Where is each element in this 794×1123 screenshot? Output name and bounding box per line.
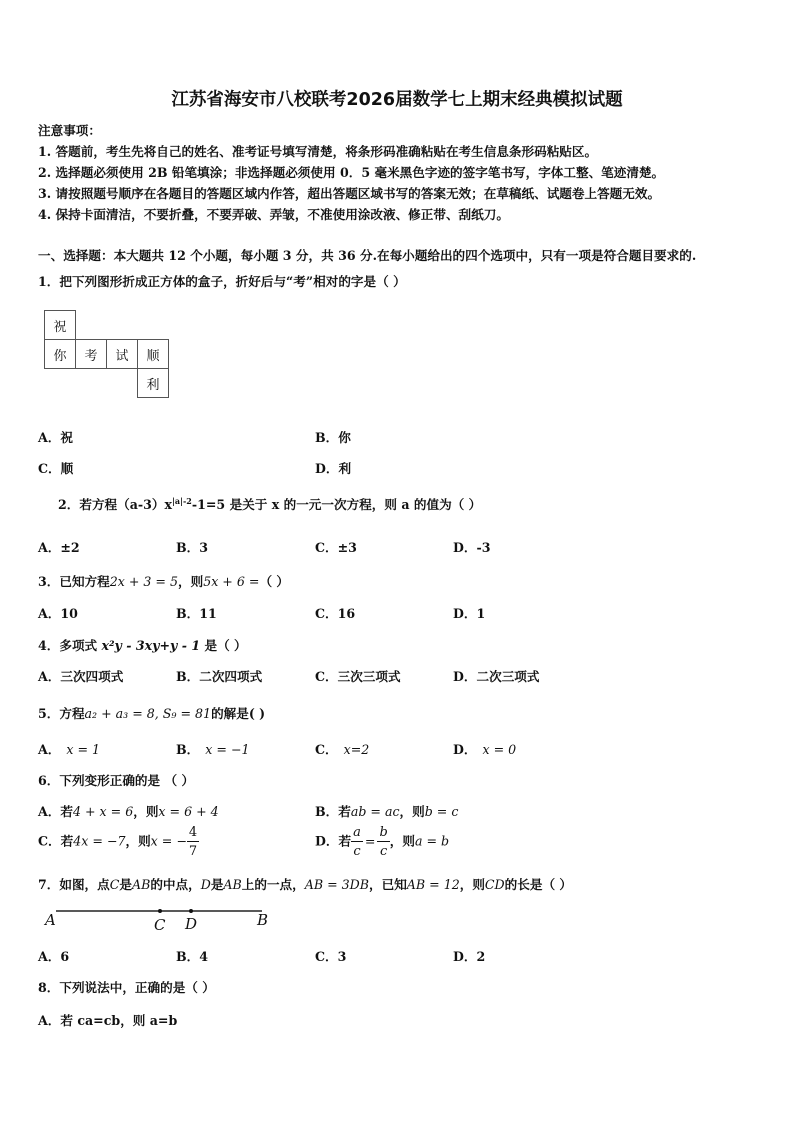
net-cell: 你 [45, 340, 76, 369]
option-a: A．若 ca=cb，则 a=b [38, 1013, 178, 1028]
page-title: 江苏省海安市八校联考2026届数学七上期末经典模拟试题 [171, 90, 623, 110]
question-5-stem: 5．方程a₂ + a₃ = 8, S₉ = 81的解是( ) [38, 706, 266, 721]
net-cell: 祝 [45, 311, 76, 340]
notice-heading: 注意事项： [38, 123, 101, 138]
option-b: B．二次四项式 [176, 669, 263, 684]
option-b: B．4 [176, 949, 209, 964]
option-b: B．若ab = ac，则b = c [315, 804, 459, 819]
option-d: D． x = 0 [453, 742, 517, 757]
option-d: D．2 [453, 949, 486, 964]
option-a: A．三次四项式 [38, 669, 124, 684]
net-cell: 顺 [138, 340, 169, 369]
option-c: C．三次三项式 [315, 669, 401, 684]
option-a: A．±2 [38, 540, 80, 555]
option-a: A．祝 [38, 430, 73, 445]
option-d: D．利 [315, 461, 352, 476]
question-2-stem: 2．若方程$(a-3)x^{|a|-2}-1=5$ 是关于 x 的一元一次方程，则 a 的值为（ ） [58, 495, 482, 512]
option-b: B．你 [315, 430, 351, 445]
label-a: A [45, 911, 56, 929]
option-c: C．±3 [315, 540, 357, 555]
label-c: C [154, 916, 166, 934]
option-c: C．顺 [38, 461, 74, 476]
option-c: C．若4x = −7，则x = − $\frac{4}{7}$ [38, 825, 198, 859]
cube-net-figure [44, 310, 169, 398]
notice-item: 4. 保持卡面清洁，不要折叠，不要弄破、弄皱，不准使用涂改液、修正带、刮纸刀。 [38, 207, 509, 222]
option-a: A． x = 1 [38, 742, 101, 757]
net-cell: 考 [76, 340, 107, 369]
label-d: D [185, 915, 198, 933]
notice-item: 3. 请按照题号顺序在各题目的答题区域内作答，超出答题区域书写的答案无效；在草稿纸、试题卷上答题无效。 [38, 186, 661, 201]
option-d: D．1 [453, 606, 486, 621]
question-4-stem: 4．多项式 x²y - 3xy+y - 1 是（ ） [38, 638, 247, 653]
notice-item: 2. 选择题必须使用 2B 铅笔填涂；非选择题必须使用 0．5 毫米黑色字迹的签字笔书写，字体工整、笔迹清楚。 [38, 165, 665, 180]
point-c [158, 909, 162, 913]
notice-item: 1. 答题前，考生先将自己的姓名、准考证号填写清楚，将条形码准确粘贴在考生信息条形码粘贴区。 [38, 144, 598, 159]
option-b: B． x = −1 [176, 742, 250, 757]
question-1-stem: 1．把下列图形折成正方体的盒子，折好后与“考”相对的字是（ ） [38, 274, 406, 289]
net-cell: 利 [138, 369, 169, 398]
label-b: B [257, 911, 269, 929]
option-b: B．11 [176, 606, 217, 621]
option-c: C．3 [315, 949, 347, 964]
option-d: D．若 $\frac{a}{c}$ = $\frac{b}{c}$ ，则a = b [315, 825, 450, 859]
question-8-stem: 8．下列说法中，正确的是（ ） [38, 980, 215, 995]
point-d [189, 909, 193, 913]
question-6-stem: 6．下列变形正确的是 （ ） [38, 773, 195, 788]
option-a: A．6 [38, 949, 70, 964]
question-7-stem: 7．如图，点C是AB的中点，D是AB上的一点，AB = 3DB，已知AB = 12，则CD的长是（ ） [38, 877, 573, 892]
question-3-stem: 3．已知方程2x + 3 = 5，则5x + 6 =（ ） [38, 574, 290, 589]
option-a: A．若4 + x = 6，则x = 6 + 4 [38, 804, 219, 819]
option-c: C．16 [315, 606, 356, 621]
option-d: D．二次三项式 [453, 669, 540, 684]
option-b: B．3 [176, 540, 209, 555]
section-heading: 一、选择题：本大题共 12 个小题，每小题 3 分，共 36 分.在每小题给出的四个选项中，只有一项是符合题目要求的. [38, 248, 697, 263]
option-d: D．-3 [453, 540, 491, 555]
option-c: C． x=2 [315, 742, 370, 757]
segment-figure [40, 902, 280, 936]
net-cell: 试 [107, 340, 138, 369]
option-a: A．10 [38, 606, 78, 621]
